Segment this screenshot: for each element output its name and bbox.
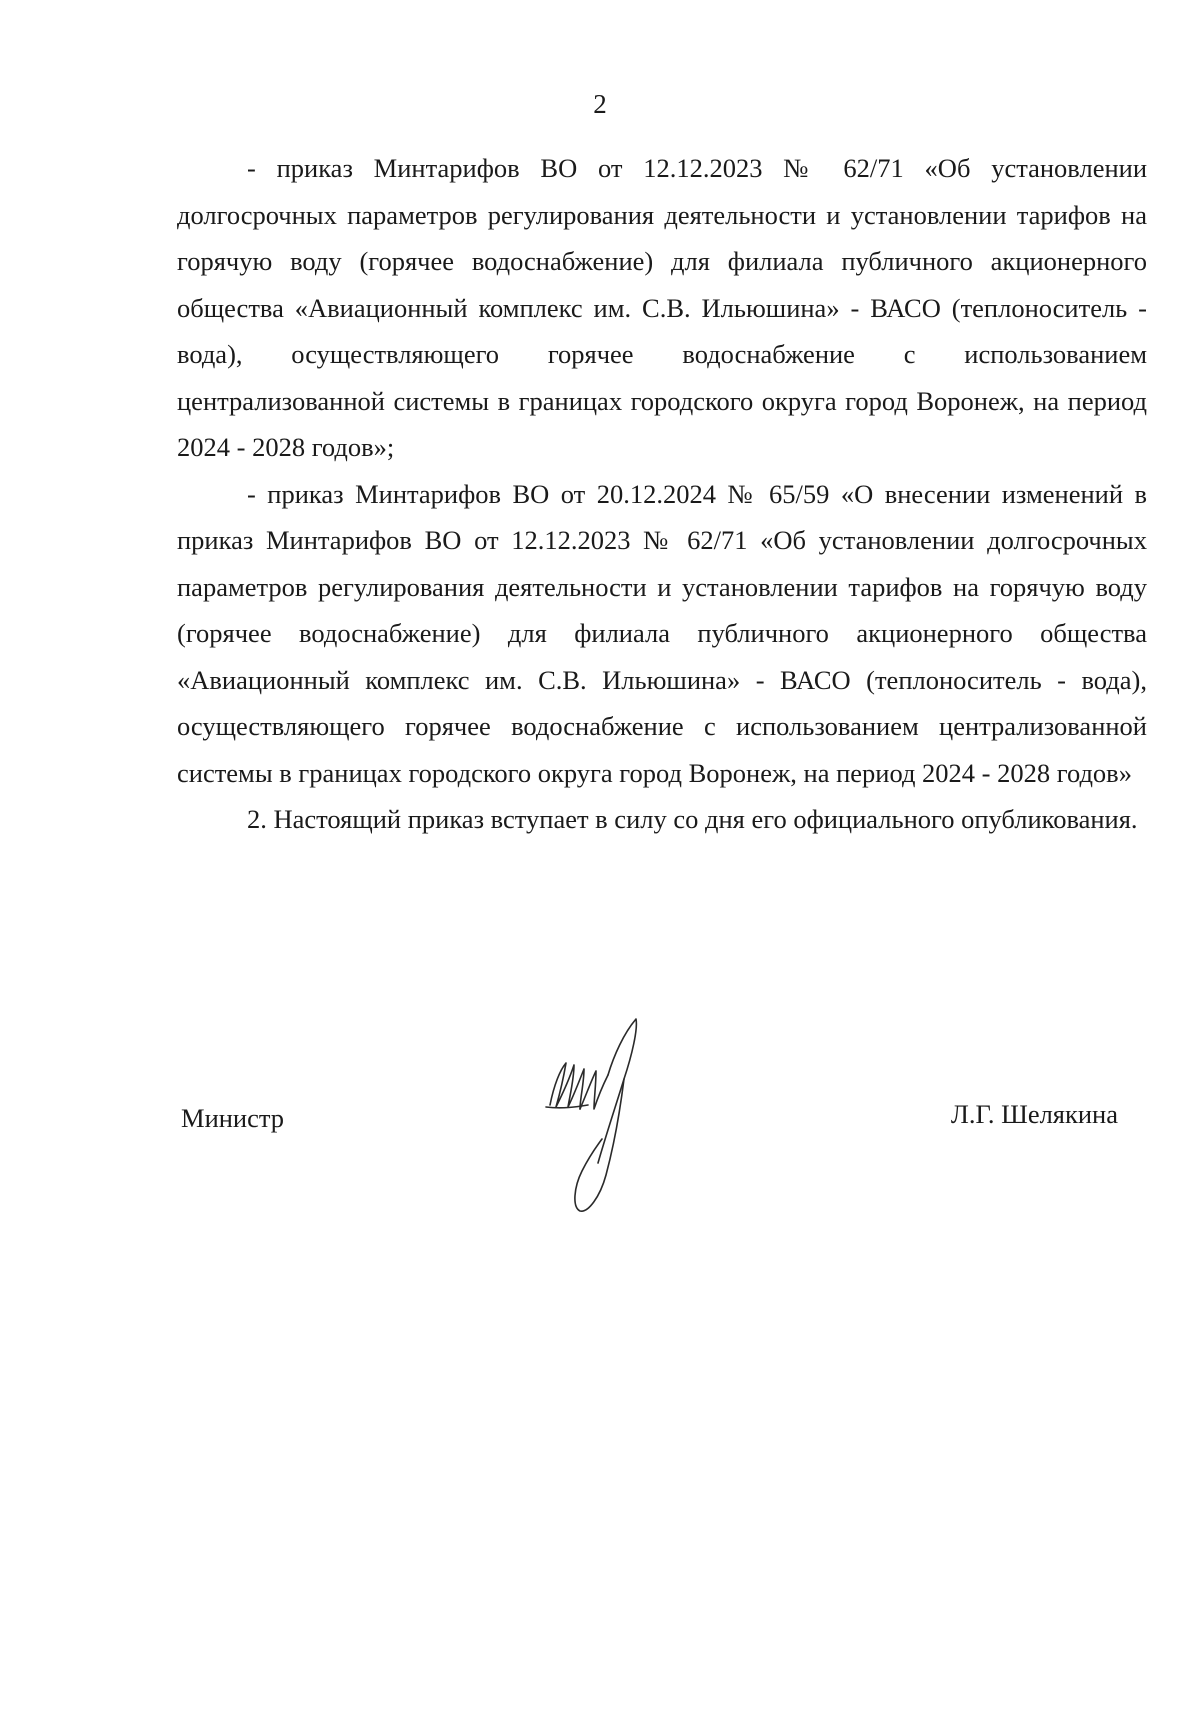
paragraph-effective-date: 2. Настоящий приказ вступает в силу со дня его официального опубликования. xyxy=(247,804,1138,834)
paragraph-order-2023: - приказ Минтарифов ВО от 12.12.2023 № 62/71 «Об установлении долгосрочных параметров регулирования деятельности и установлении тарифов на горячую воду (горячее водоснабжение) для филиала публичного акционерного общества «Авиационный комплекс им. С.В. Ильюшина» - ВАСО (теплоноситель - вода), осуществляющего горячее водоснабжение с использованием централизованной системы в границах городского округа город Воронеж, на период 2024 - 2028 годов»; xyxy=(177,153,1147,462)
page-number: 2 xyxy=(593,89,607,119)
handwritten-signature xyxy=(540,1015,670,1220)
document-body xyxy=(177,145,1147,843)
paragraph-order-2024: - приказ Минтарифов ВО от 20.12.2024 № 65/59 «О внесении изменений в приказ Минтарифов ВО от 12.12.2023 № 62/71 «Об установлении долгосрочных параметров регулирования деятельности и установлении тарифов на горячую воду (горячее водоснабжение) для филиала публичного акционерного общества «Авиационный комплекс им. С.В. Ильюшина» - ВАСО (теплоноситель - вода), осуществляющего горячее водоснабжение с использованием централизованной системы в границах городского округа город Воронеж, на период 2024 - 2028 годов» xyxy=(177,478,1147,788)
signatory-name: Л.Г. Шелякина xyxy=(950,1099,1118,1129)
signatory-title: Министр xyxy=(181,1103,285,1133)
